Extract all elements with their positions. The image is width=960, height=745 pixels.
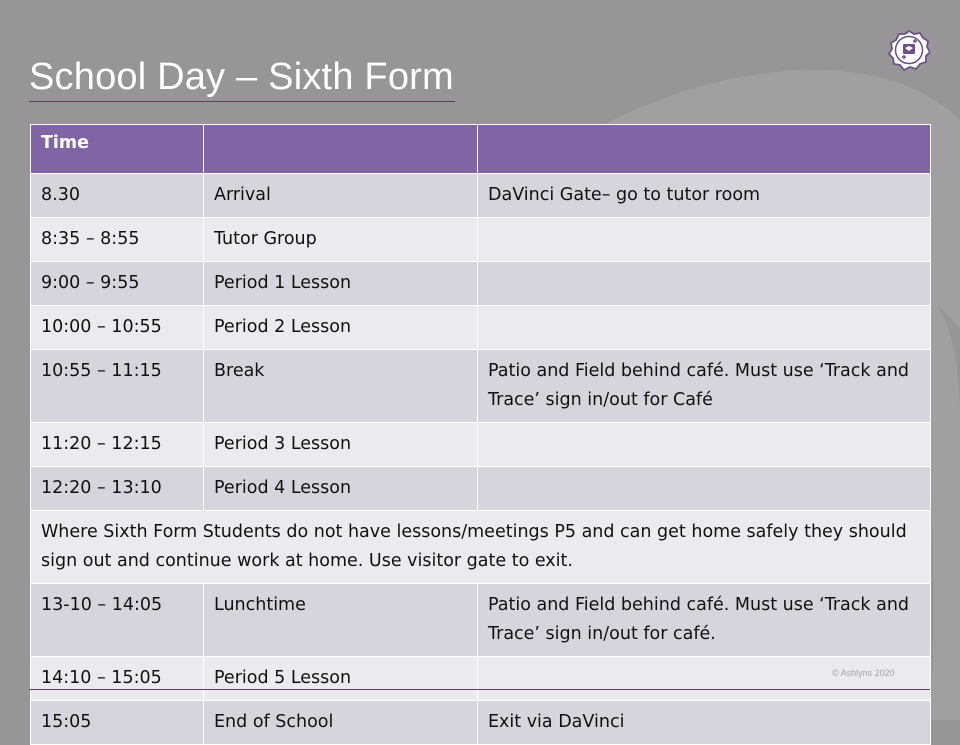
time-cell: 9:00 – 9:55 xyxy=(31,262,204,306)
notes-cell xyxy=(478,657,931,701)
notes-cell xyxy=(478,218,931,262)
activity-cell: Arrival xyxy=(204,174,478,218)
note-cell: Where Sixth Form Students do not have lessons/meetings P5 and can get home safely they should sign out and continue work at home. Use visitor gate to exit. xyxy=(31,511,931,584)
time-cell: 12:20 – 13:10 xyxy=(31,467,204,511)
activity-cell: Lunchtime xyxy=(204,584,478,657)
table-row xyxy=(31,701,931,745)
notes-cell xyxy=(478,467,931,511)
time-cell: 11:20 – 12:15 xyxy=(31,423,204,467)
notes-cell: Exit via DaVinci xyxy=(478,701,931,745)
activity-cell: Period 1 Lesson xyxy=(204,262,478,306)
notes-cell: Patio and Field behind café. Must use ‘Track and Trace’ sign in/out for Café xyxy=(478,350,931,423)
notes-cell: DaVinci Gate– go to tutor room xyxy=(478,174,931,218)
time-cell: 10:55 – 11:15 xyxy=(31,350,204,423)
header-notes xyxy=(478,125,931,174)
time-cell: 8.30 xyxy=(31,174,204,218)
copyright-watermark: © Ashlyns 2020 xyxy=(832,668,895,678)
time-cell: 13-10 – 14:05 xyxy=(31,584,204,657)
table-row xyxy=(31,584,931,657)
notes-cell xyxy=(478,262,931,306)
activity-cell: Break xyxy=(204,350,478,423)
notes-cell: Patio and Field behind café. Must use ‘Track and Trace’ sign in/out for café. xyxy=(478,584,931,657)
header-activity xyxy=(204,125,478,174)
table-header-row xyxy=(31,125,931,174)
activity-cell: Period 5 Lesson xyxy=(204,657,478,701)
note-row xyxy=(31,511,931,584)
header-time: Time xyxy=(31,125,204,174)
title-underline xyxy=(29,101,455,102)
time-cell: 15:05 xyxy=(31,701,204,745)
time-cell: 10:00 – 10:55 xyxy=(31,306,204,350)
table-row xyxy=(31,350,931,423)
table-row xyxy=(31,262,931,306)
notes-cell xyxy=(478,423,931,467)
footer-divider xyxy=(29,689,930,690)
table-row xyxy=(31,306,931,350)
activity-cell: Period 2 Lesson xyxy=(204,306,478,350)
activity-cell: Period 3 Lesson xyxy=(204,423,478,467)
activity-cell: End of School xyxy=(204,701,478,745)
school-crest-icon xyxy=(888,29,930,71)
table-row xyxy=(31,467,931,511)
time-cell: 14:10 – 15:05 xyxy=(31,657,204,701)
notes-cell xyxy=(478,306,931,350)
activity-cell: Period 4 Lesson xyxy=(204,467,478,511)
table-row xyxy=(31,218,931,262)
table-row xyxy=(31,423,931,467)
schedule-table xyxy=(30,124,931,745)
table-row xyxy=(31,174,931,218)
time-cell: 8:35 – 8:55 xyxy=(31,218,204,262)
page-title: School Day – Sixth Form xyxy=(29,56,454,98)
table-row xyxy=(31,657,931,701)
activity-cell: Tutor Group xyxy=(204,218,478,262)
